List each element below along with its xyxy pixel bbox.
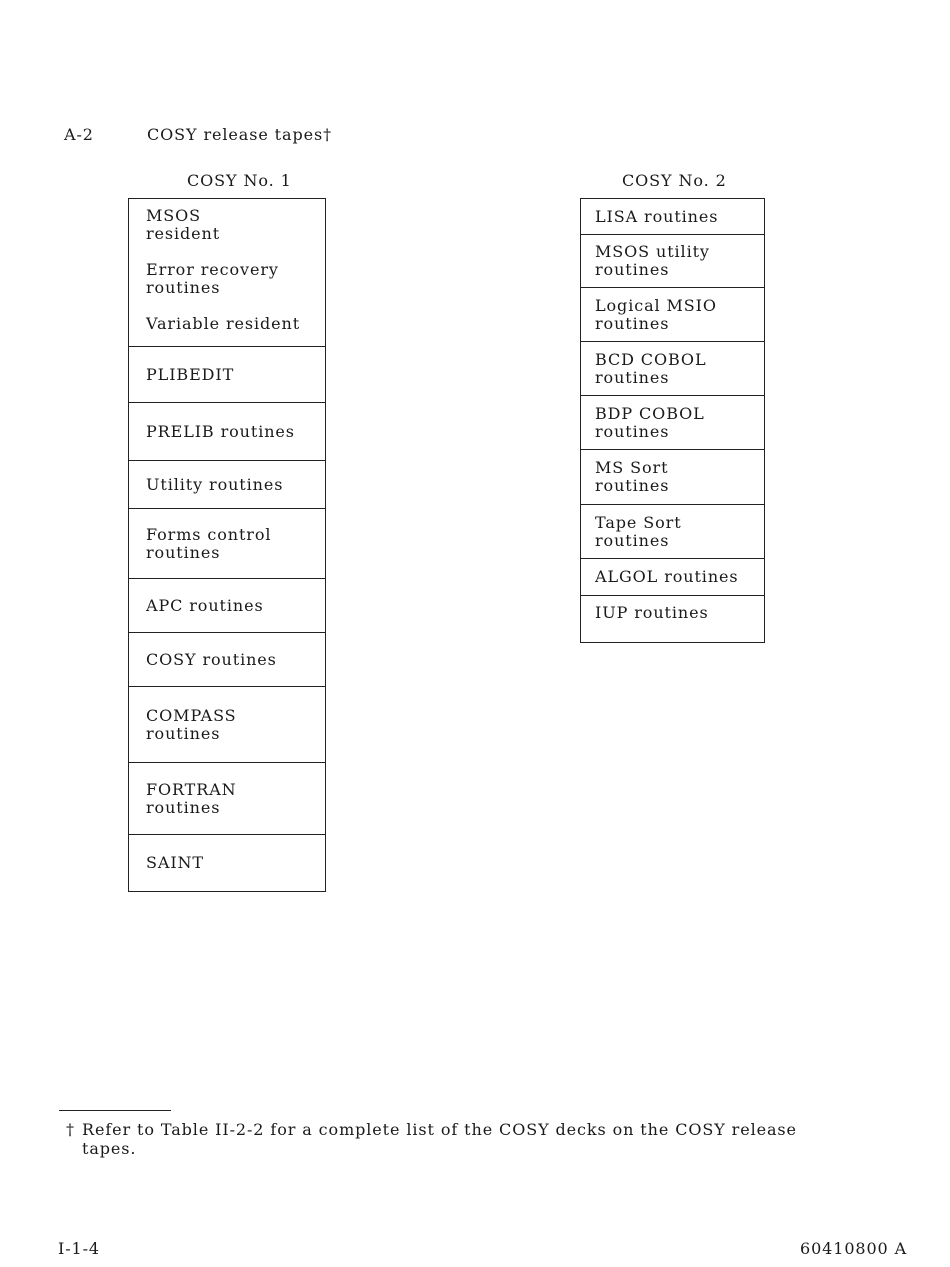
tape2-cell xyxy=(581,596,764,642)
tape1-cell-line: routines xyxy=(146,797,221,817)
tape2-cell-line: IUP routines xyxy=(595,603,709,622)
document-id: 60410800 A xyxy=(800,1239,908,1258)
tape1-cell xyxy=(129,579,325,633)
tape1-cell-line: Utility routines xyxy=(146,474,284,494)
tape2-cell-line: BDP COBOL xyxy=(595,403,705,423)
tape1-cell-line: FORTRAN xyxy=(146,779,237,799)
tape1-cell-line: COSY routines xyxy=(146,649,277,669)
tape2-cell-line: Tape Sort xyxy=(595,512,682,532)
footnote-dagger: † xyxy=(66,1120,75,1139)
tape2-cell xyxy=(581,559,764,596)
tape1-line: MSOS xyxy=(146,206,202,225)
tape1-cell-line: SAINT xyxy=(146,853,205,872)
tape2-cell-line: Logical MSIO xyxy=(595,295,717,315)
tape1-title: COSY No. 1 xyxy=(187,171,292,190)
tape1-cell-line: Forms control xyxy=(146,524,272,544)
tape1-cell-line: PLIBEDIT xyxy=(146,364,235,384)
tape2-title: COSY No. 2 xyxy=(622,171,727,190)
tape1-cell xyxy=(129,763,325,835)
tape2-cell-line: routines xyxy=(595,530,670,550)
tape2-cell xyxy=(581,396,764,450)
tape2-cell-line: ALGOL routines xyxy=(595,567,739,586)
tape1-cell-line: routines xyxy=(146,723,221,743)
footnote-line-2: tapes. xyxy=(82,1139,137,1158)
tape1-line: Error recovery xyxy=(146,260,279,279)
tape1-cell xyxy=(129,347,325,403)
tape2-cell xyxy=(581,199,764,235)
tape1-line: Variable resident xyxy=(146,314,301,333)
tape1-cell xyxy=(129,633,325,687)
tape2-cell-line: routines xyxy=(595,421,670,441)
tape2-cell xyxy=(581,235,764,288)
tape1-cell xyxy=(129,835,325,891)
tape1-cell-line: COMPASS xyxy=(146,705,237,725)
tape1-line: routines xyxy=(146,278,221,297)
tape2-layout-table xyxy=(580,198,765,643)
tape1-cell xyxy=(129,403,325,461)
tape2-cell-line: routines xyxy=(595,367,670,387)
tape2-cell-line: routines xyxy=(595,476,670,495)
tape2-cell-line: routines xyxy=(595,260,670,279)
section-number: A-2 xyxy=(64,125,94,144)
dagger-mark: † xyxy=(323,125,332,144)
tape2-cell-line: BCD COBOL xyxy=(595,349,707,369)
tape2-cell xyxy=(581,288,764,342)
section-title xyxy=(147,125,332,144)
tape2-cell xyxy=(581,450,764,505)
tape2-cell-line: MSOS utility xyxy=(595,242,710,261)
tape1-cell xyxy=(129,461,325,509)
section-title-text: COSY release tapes xyxy=(147,125,324,144)
tape1-layout-table xyxy=(128,198,326,892)
tape1-line: resident xyxy=(146,224,221,243)
tape1-cell-line: routines xyxy=(146,542,221,562)
tape1-cell-line: APC routines xyxy=(146,595,264,615)
tape2-cell-line: LISA routines xyxy=(595,206,719,226)
tape1-cell xyxy=(129,509,325,579)
tape2-cell xyxy=(581,342,764,396)
footnote xyxy=(66,1120,886,1158)
tape2-cell-line: MS Sort xyxy=(595,458,669,477)
footnote-rule xyxy=(59,1110,171,1111)
tape1-block-resident xyxy=(129,199,325,347)
page-number: I-1-4 xyxy=(58,1239,100,1258)
tape2-cell-line: routines xyxy=(595,313,670,333)
tape2-cell xyxy=(581,505,764,559)
tape1-cell xyxy=(129,687,325,763)
tape1-cell-line: PRELIB routines xyxy=(146,421,295,441)
footnote-line-1: Refer to Table II-2-2 for a complete list of the COSY decks on the COSY release xyxy=(82,1120,797,1139)
